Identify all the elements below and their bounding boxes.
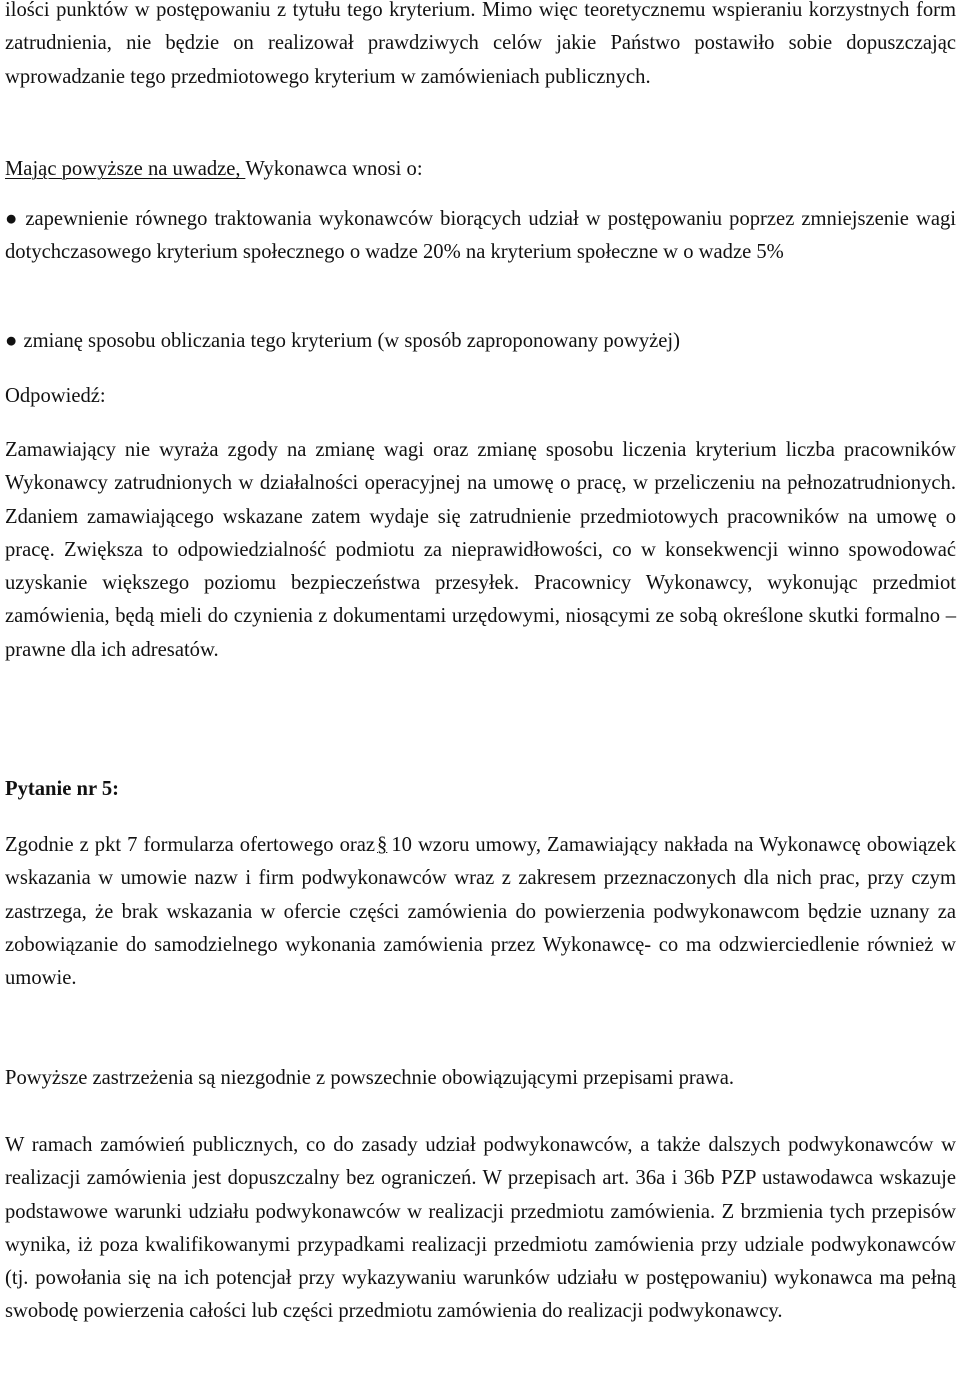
final-paragraph: W ramach zamówień publicznych, co do zasady udział podwykonawców, a także dalszych podwykonawców w realizacji zamówienia jest dopuszczalny bez ograniczeń. W przepisach art. 36a i 36b PZP ustawodawca wskazuje podstawowe warunki udziału podwykonawców w realizacji przedmiotu zamówienia. Z brzmienia tych przepisów wynika, iż poza kwalifikowanymi przypadkami realizacji przedmiotu zamówienia przy udziale podwykonawców (tj. powołania się na ich potencjał przy wykazywaniu warunków udziału w postępowaniu) wykonawca ma pełną swobodę powierzenia całości lub części przedmiotu zamówienia do realizacji podwykonawcy. — [5, 1134, 956, 1323]
bullet-text-1: zapewnienie równego traktowania wykonawców biorących udział w postępowaniu poprzez zmniejszenie wagi dotychczasowego kryterium społecznego o wadze 20% na kryterium społeczne w o wadze 5% — [5, 208, 956, 264]
intro-line — [5, 153, 956, 186]
continuation-paragraph — [5, 0, 956, 94]
question-text-after-sign: 10 wzoru umowy, Zamawiający nakłada na Wykonawcę obowiązek wskazania w umowie nazw i firm podwykonawców wraz z zakresem przeznaczonych dla nich prac, przy czym zastrzega, że brak wskazania w ofercie części zamówienia do powierzenia podwykonawcom będzie uznany za zobowiązanie do samodzielnego wykonania zamówienia przez Wykonawcę- co ma odzwierciedlenie również w umowie. — [5, 834, 956, 990]
question-heading: Pytanie nr 5: — [5, 778, 120, 800]
continuation-part-1: ilości punktów w postępowaniu z tytułu tego kryterium. — [5, 0, 482, 21]
bullet-item-2 — [5, 325, 956, 358]
bullet-marker-1: ● — [5, 208, 20, 230]
answer-paragraph: Zamawiający nie wyraża zgody na zmianę wagi oraz zmianę sposobu liczenia kryterium liczba pracowników Wykonawcy zatrudnionych w działalności operacyjnej na umowę o pracę, w przeliczeniu na pełnozatrudnionych. Zdaniem zamawiającego wskazane zatem wydaje się zatrudnienie przedmiotowych pracowników na umowę o pracę. Zwiększa to odpowiedzialność podmiotu za nieprawidłowości, co w konsekwencji winno spowodować uzyskanie większego poziomu bezpieczeństwa przesyłek. Pracownicy Wykonawcy, wykonując przedmiot zamówienia, będą mieli do czynienia z dokumentami urzędowymi, niosącymi ze sobą określone skutki formalno – prawne dla ich adresatów. — [5, 439, 956, 661]
question-paragraph — [5, 829, 956, 995]
bullet-item-1 — [5, 203, 956, 270]
bullet-marker-2: ● — [5, 330, 18, 352]
intro-rest-text: Wykonawca wnosi o: — [245, 158, 423, 180]
answer-label: Odpowiedź: — [5, 385, 106, 407]
bullet-text-2: zmianę sposobu obliczania tego kryterium (w sposób zaproponowany powyżej) — [23, 330, 680, 352]
statement-paragraph: Powyższe zastrzeżenia są niezgodnie z powszechnie obowiązującymi przepisami prawa. — [5, 1067, 735, 1089]
intro-underlined-text: Mając powyższe na uwadze, — [5, 158, 246, 180]
question-text-before-sign: Zgodnie z pkt 7 formularza ofertowego oraz — [5, 834, 376, 856]
section-sign: § — [377, 834, 388, 856]
continuation-part-2: Mimo więc teoretycznemu wspieraniu korzystnych form zatrudnienia, nie będzie on realizował prawdziwych celów jakie Państwo postawiło sobie dopuszczając wprowadzanie tego przedmiotowego kryterium w zamówieniach publicznych. — [5, 0, 956, 88]
